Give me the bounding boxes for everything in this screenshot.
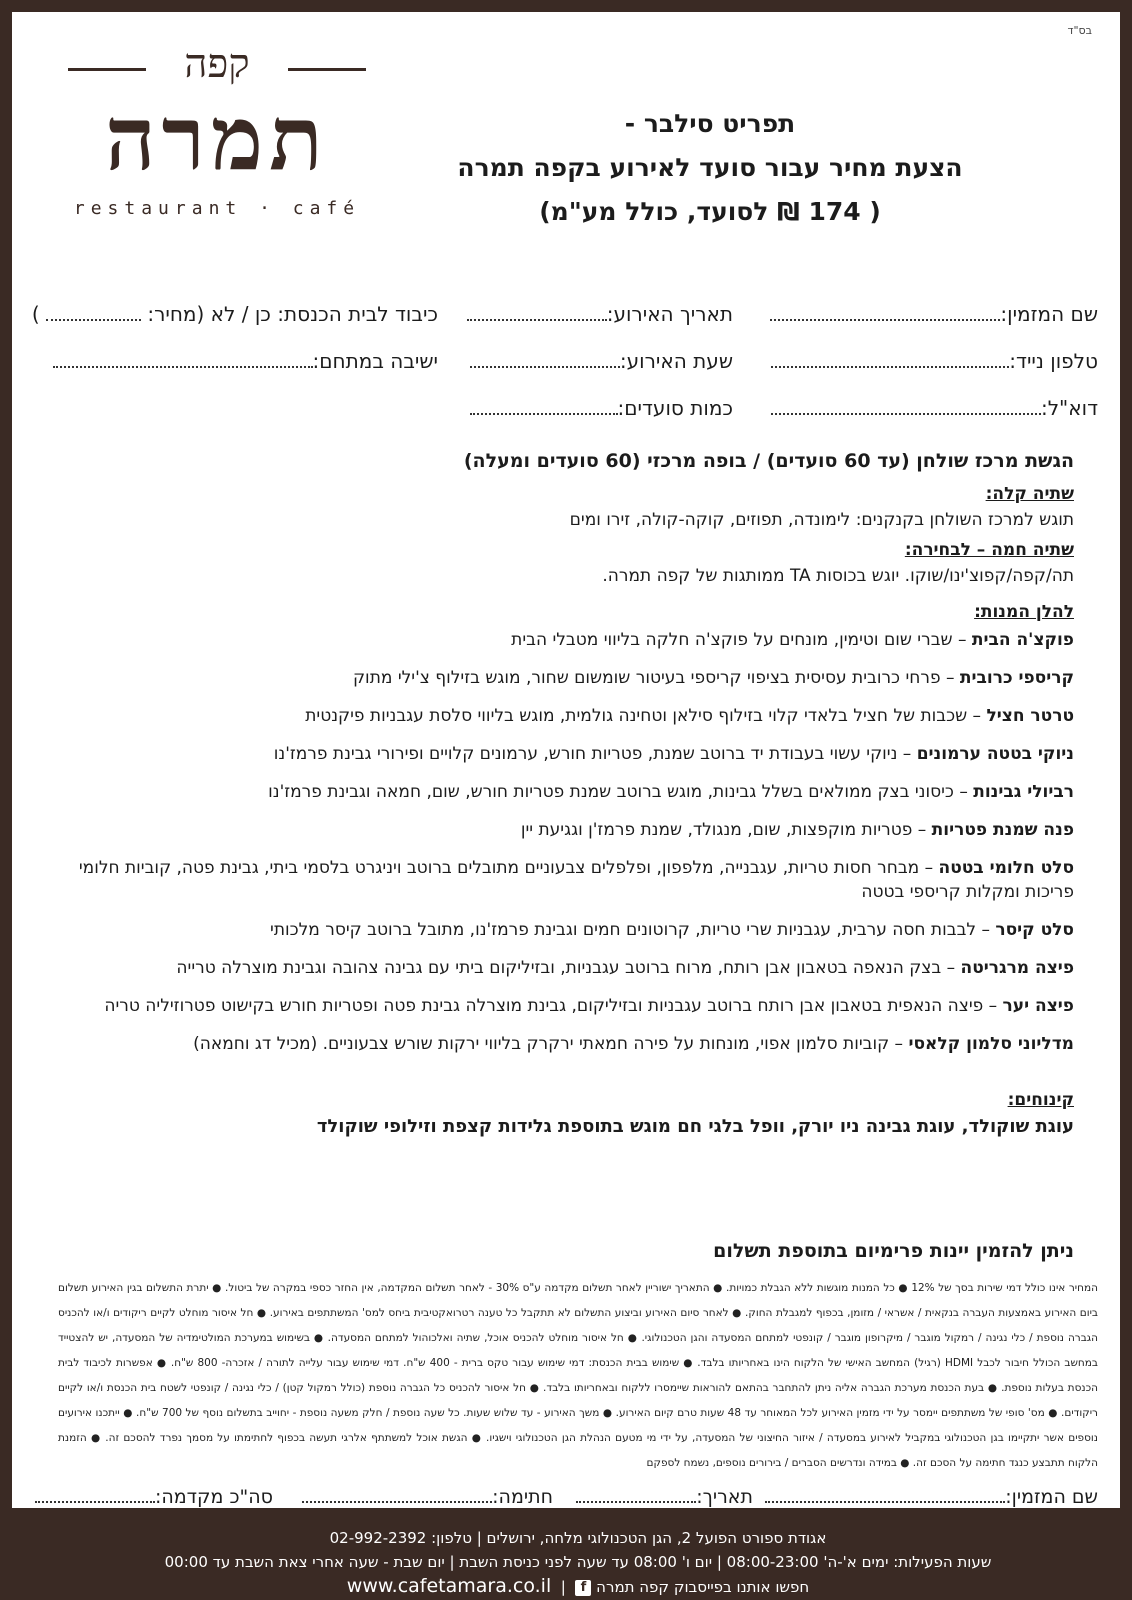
footer-hours: שעות הפעילות: ימים א'-ה' 08:00-23:00 | יום ו' 08:00 עד שעה לפני כניסת השבת | יום שבת - שעה אחרי צאת השבת עד 00:00 bbox=[164, 1553, 992, 1571]
email-label: דוא"ל: bbox=[1040, 396, 1098, 420]
dish-name: מדליוני סלמון קלאסי bbox=[908, 1034, 1074, 1054]
dish-desc: – כיסוני בצק ממולאים בשלל גבינות, מוגש ברוטב שמנת פטריות חורש, שום, חמאה וגבינת פרמז'נו bbox=[268, 782, 974, 802]
facebook-icon: f bbox=[575, 1580, 591, 1596]
sign-host-field[interactable] bbox=[765, 1486, 1098, 1508]
hot-drink-text: תה/קפה/קפוצ'ינו/שוקו. יוגש בכוסות TA ממותגות של קפה תמרה. bbox=[602, 566, 1074, 586]
menu-item bbox=[44, 780, 1074, 804]
facebook-text: חפשו אותנו בפייסבוק קפה תמרה bbox=[596, 1578, 810, 1596]
menu-item bbox=[44, 856, 1074, 904]
footer-links: חפשו אותנו בפייסבוק קפה תמרה f | www.cafetamara.co.il bbox=[346, 1575, 810, 1597]
sign-deposit-label: סה"כ מקדמה: bbox=[154, 1486, 273, 1508]
offer-title bbox=[430, 102, 990, 234]
sign-signature-field[interactable] bbox=[302, 1486, 553, 1508]
event-time-field[interactable] bbox=[470, 349, 733, 373]
sign-deposit-field[interactable] bbox=[35, 1486, 273, 1508]
footer bbox=[12, 1508, 1132, 1600]
soft-drink-text: תוגש למרכז השולחן בקנקנים: לימונדה, תפוזים, קוקה-קולה, זירו ומים bbox=[569, 510, 1074, 530]
menu-item bbox=[44, 1032, 1074, 1056]
menu-item bbox=[44, 994, 1074, 1018]
seating-label: ישיבה במתחם: bbox=[312, 349, 438, 373]
logo-cafe-word: קפה bbox=[184, 41, 250, 87]
dish-desc: – פטריות מוקפצות, שום, מנגולד, שמנת פרמז'ן וגגיעת יין bbox=[520, 820, 932, 840]
facebook-link[interactable] bbox=[575, 1578, 809, 1596]
dish-desc: – מבחר חסות טריות, עגבנייה, מלפפון, ופלפלים צבעוניים מתובלים ברוטב ויניגרט בלסמי ביתי, גבינת פטה, קוביות חלומי פריכות ומקלות קריספי בטטה bbox=[78, 858, 1074, 902]
dish-desc: – פיצה הנאפית בטאבון אבן רותח ברוטב עגבניות ובזיליקום, גבינת מוצרלה גבינת פטה ופטריות חורש בקישוט פטרוזיליה טריה bbox=[104, 996, 1003, 1016]
dishes-title: להלן המנות: bbox=[974, 602, 1074, 622]
mobile-label: טלפון נייד: bbox=[1009, 349, 1098, 373]
email-field[interactable] bbox=[771, 396, 1098, 420]
premium-wine-note: ניתן להזמין יינות פרימיום בתוספת תשלום bbox=[713, 1240, 1074, 1262]
sign-date-field[interactable] bbox=[576, 1486, 753, 1508]
diners-field[interactable] bbox=[470, 396, 733, 420]
sign-signature-label: חתימה: bbox=[492, 1486, 553, 1508]
menu-content bbox=[44, 450, 1074, 1149]
serving-heading: הגשת מרכז שולחן (עד 60 סועדים) / בופה מרכזי (60 סועדים ומעלה) bbox=[463, 450, 1074, 472]
dish-name: פיצה מרגריטה bbox=[960, 958, 1074, 978]
host-name-label: שם המזמין: bbox=[1000, 302, 1098, 326]
synagogue-field[interactable] bbox=[32, 302, 438, 326]
terms-text: המחיר אינו כולל דמי שירות בסך של 12% ● כל המנות מוגשות ללא הגבלת כמויות. ● התאריך ישוריין לאחר תשלום מקדמה ע"ס 30% - לאחר תשלום המקדמה, אין החזר כספי במקרה של ביטול. ● יתרת התשלום בגין האירוע תשלום ביום האירוע באמצעות העברה בנקאית / אשראי / מזומן, בכפוף למגבלת החוק. ● לאחר סיום האירוע וביצוע התשלום לא תתקבל כל טענה רטרואקטיבית ביחס למס' המשתתפים באירוע. ● חל איסור מוחלט לקיים ריקודים ו/או להכניס הגברה נוספת / כלי נגינה / רמקול מוגבר / מיקרופון מוגבר / קונפטי למתחם המסעדה והגן הטכנולוגי. ● חל איסור מוחלט להכניס אוכל, שתיה ואלכוהול למתחם המסעדה. ● בשימוש במערכת המולטימדיה של המסעדה, יש להצטייד במחשב הכולל חיבור לכבל HDMI (רגיל) המחשב האישי של הלקוח הינו באחריותו בלבד. ● שימוש בבית הכנסת: דמי שימוש עבור טקס ברית - 400 ש"ח. דמי שימוש עבור עלייה לתורה / אזכרה- 800 ש"ח. ● אפשרות לכיבוד לבית הכנסת בעלות נוספת. ● בעת הכנסת מערכת הגברה אליה ניתן להתחבר בהתאם להוראות שיימסרו ללקוח ובאחריותו בלבד. ● חל איסור להכניס כל הגברה נוספת (כולל רמקול קטן) / כלי נגינה / קונפטי לשטח בית הכנסת ו/או לקיים ריקודים. ● מס' סופי של משתתפים יימסר על ידי מזמין האירוע לכל המאוחר עד 48 שעות טרם קיום האירוע. ● משך האירוע - עד שלוש שעות. כל שעה נוספת / חלק משעה נוספת - יחוייב בתשלום נוסף של 700 ש"ח. ● ייתכנו אירועים נוספים אשר יתקיימו בגן הטכנולוגי במקביל לאירוע במסעדה / איזור החיצוני של המסעדה, על ידי מי מטעם הנהלת הגן הטכנולוגי וישגיו. ● הגשת אוכל למשתתף אלרגי תעשה בכפוף לחתימתו על מסמך נפרד להסכם זה. ● הזמנת הלקוח תתבצע כנגד חתימה על הסכם זה. ● במידה ונדרשים הסברים / בירורים נוספים, נשמח לספקם bbox=[58, 1282, 1098, 1469]
menu-item bbox=[44, 956, 1074, 980]
sign-host-label: שם המזמין: bbox=[1005, 1486, 1098, 1508]
menu-item bbox=[44, 818, 1074, 842]
menu-item bbox=[44, 628, 1074, 652]
dish-desc: – לבבות חסה ערבית, עגבניות שרי טריות, קרוטונים חמים וגבינת פרמז'נו, מתובל ברוטב קיסר מלכותי bbox=[270, 920, 996, 940]
menu-item bbox=[44, 742, 1074, 766]
host-name-field[interactable] bbox=[770, 302, 1098, 326]
footer-address: אגודת ספורט הפועל 2, הגן הטכנולוגי מלחה, ירושלים | טלפון: 02-992-2392 bbox=[329, 1529, 827, 1547]
event-date-field[interactable] bbox=[467, 302, 733, 326]
title-line-1: תפריט סילבר - bbox=[624, 109, 796, 138]
dish-name: רביולי גבינות bbox=[973, 782, 1074, 802]
event-time-label: שעת האירוע: bbox=[619, 349, 733, 373]
title-line-3: ( 174 ₪ לסועד, כולל מע"מ) bbox=[539, 197, 881, 226]
dish-name: פנה שמנת פטריות bbox=[931, 820, 1074, 840]
menu-item bbox=[44, 666, 1074, 690]
synagogue-label: כיבוד לבית הכנסת: כן / לא (מחיר: bbox=[147, 302, 438, 326]
booking-form bbox=[31, 302, 1098, 443]
soft-drink-title: שתיה קלה: bbox=[985, 484, 1074, 504]
sign-date-label: תאריך: bbox=[696, 1486, 753, 1508]
dish-desc: – שכבות של חציל בלאדי קלוי בזילוף סילאן וטחינה גולמית, מוגש בליווי סלסת עגבניות פיקנטית bbox=[305, 706, 987, 726]
website-link[interactable]: www.cafetamara.co.il bbox=[346, 1575, 552, 1597]
dish-name: סלט חלומי בטטה bbox=[938, 858, 1074, 878]
synagogue-close: ) bbox=[31, 302, 40, 326]
dish-desc: – פרחי כרובית עסיסית בציפוי קריספי בעיטור שומשום שחור, מוגש בזילוף צ'ילי מתוק bbox=[353, 668, 960, 688]
dish-desc: – בצק הנאפה בטאבון אבן רותח, מרוח ברוטב עגבניות, ובזיליקום ביתי עם גבינה צהובה וגבינת מוצרלה טרייה bbox=[176, 958, 961, 978]
event-date-label: תאריך האירוע: bbox=[606, 302, 733, 326]
dish-name: ניוקי בטטה ערמונים bbox=[916, 744, 1074, 764]
form-row-2 bbox=[48, 349, 1098, 396]
hot-drink-title: שתיה חמה – לבחירה: bbox=[904, 540, 1074, 560]
dish-name: פוקצ'ה הבית bbox=[971, 630, 1074, 650]
mobile-field[interactable] bbox=[771, 349, 1098, 373]
bsd-mark: בס"ד bbox=[1067, 24, 1092, 37]
dish-name: קריספי כרובית bbox=[959, 668, 1074, 688]
dessert-title: קינוחים: bbox=[1007, 1090, 1074, 1110]
form-row-1 bbox=[31, 302, 1098, 349]
dish-desc: – ניוקי עשוי בעבודת יד ברוטב שמנת, פטריות חורש, ערמונים קלויים ופירורי גבינת פרמז'נו bbox=[273, 744, 917, 764]
logo-name: תמרה bbox=[105, 86, 329, 190]
dish-desc: – קוביות סלמון אפוי, מונחות על פירה חמאתי ירקרק בליווי ירקות שורש צבעוניים. (מכיל דג וחמאה) bbox=[193, 1034, 909, 1054]
menu-item bbox=[44, 704, 1074, 728]
diners-label: כמות סועדים: bbox=[617, 396, 733, 420]
cafe-tamara-logo bbox=[52, 34, 382, 224]
dish-desc: – שברי שום וטימין, מונחים על פוקצ'ה חלקה בליווי מטבלי הבית bbox=[511, 630, 972, 650]
title-line-2: הצעת מחיר עבור סועד לאירוע בקפה תמרה bbox=[457, 153, 963, 182]
dish-name: סלט קיסר bbox=[995, 920, 1074, 940]
menu-item bbox=[44, 918, 1074, 942]
form-row-3 bbox=[48, 396, 1098, 443]
dessert-text: עוגת שוקולד, עוגת גבינה ניו יורק, וופל בלגי חם מוגש בתוספת גלידות קצפת וזילופי שוקולד bbox=[316, 1116, 1074, 1137]
logo-subtitle: restaurant · café bbox=[73, 198, 361, 219]
seating-field[interactable] bbox=[53, 349, 438, 373]
dish-name: פיצה יער bbox=[1002, 996, 1074, 1016]
dish-name: טרטר חציל bbox=[986, 706, 1074, 726]
